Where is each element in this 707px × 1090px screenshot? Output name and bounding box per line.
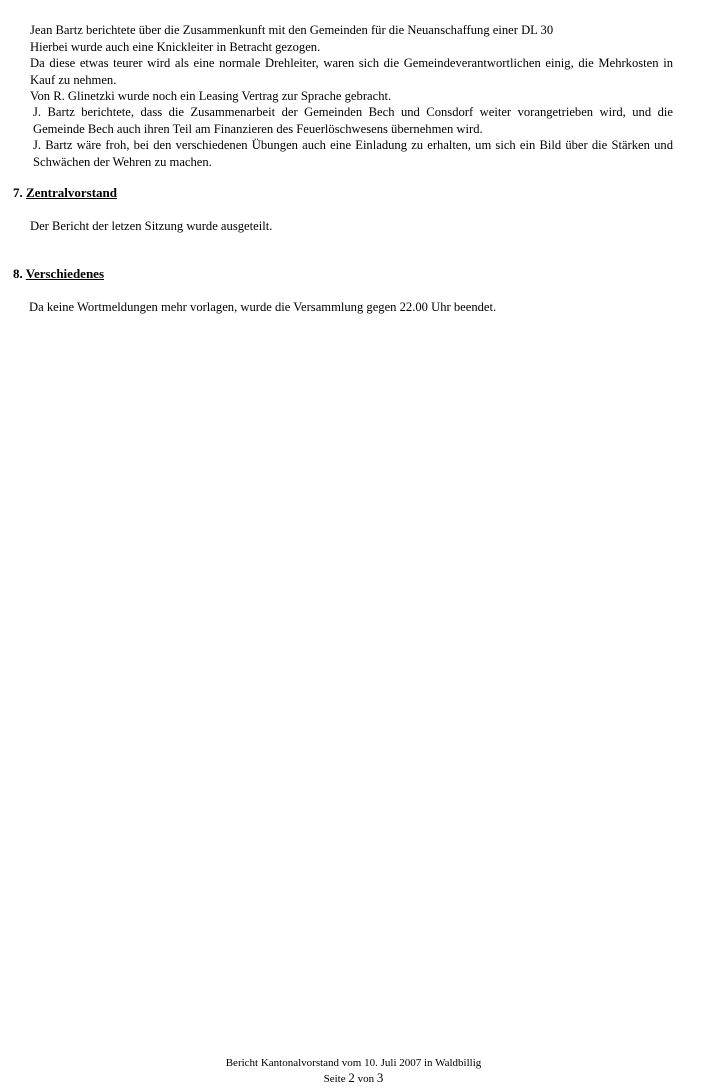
section-number: 8. — [13, 266, 23, 281]
page-footer — [0, 1056, 707, 1070]
section-number: 7. — [13, 185, 23, 200]
paragraph-drehleiter: Da diese etwas teurer wird als eine normale Drehleiter, waren sich die Gemeindeverantwortlichen einig, die Mehrkosten in Kauf zu nehmen. — [30, 56, 673, 87]
section-body-verschiedenes: Da keine Wortmeldungen mehr vorlagen, wurde die Versammlung gegen 22.00 Uhr beendet. — [29, 300, 497, 314]
paragraph-line: Jean Bartz berichtete über die Zusammenkunft mit den Gemeinden für die Neuanschaffung einer DL 30 — [30, 23, 554, 37]
section-body-zentralvorstand: Der Bericht der letzen Sitzung wurde ausgeteilt. — [30, 219, 273, 233]
page-number — [0, 1071, 707, 1086]
section-heading-zentralvorstand — [13, 185, 117, 201]
paragraph-zusammenarbeit: J. Bartz berichtete, dass die Zusammenarbeit der Gemeinden Bech und Consdorf weiter vorangetrieben wird, und die Gemeinde Bech auch ihren Teil am Finanzieren des Feuerlöschwesens übernehmen wird. — [33, 105, 673, 136]
section-title: Verschiedenes — [25, 266, 105, 281]
paragraph-line: Hierbei wurde auch eine Knickleiter in Betracht gezogen. — [30, 39, 321, 54]
paragraph-leasing: Von R. Glinetzki wurde noch ein Leasing Vertrag zur Sprache gebracht. — [30, 89, 392, 103]
page-total: 3 — [376, 1070, 384, 1085]
paragraph-dl30 — [30, 22, 690, 55]
page-separator: von — [357, 1073, 375, 1085]
footer-title: Bericht Kantonalvorstand vom 10. Juli 2007 in Waldbillig — [225, 1057, 482, 1069]
page-current: 2 — [348, 1070, 355, 1085]
section-heading-verschiedenes — [13, 266, 104, 282]
section-title: Zentralvorstand — [26, 185, 117, 200]
paragraph-uebungen: J. Bartz wäre froh, bei den verschiedenen Übungen auch eine Einladung zu erhalten, um sich ein Bild über die Stärken und Schwächen der Wehren zu machen. — [33, 138, 673, 169]
page-label: Seite — [323, 1073, 346, 1085]
